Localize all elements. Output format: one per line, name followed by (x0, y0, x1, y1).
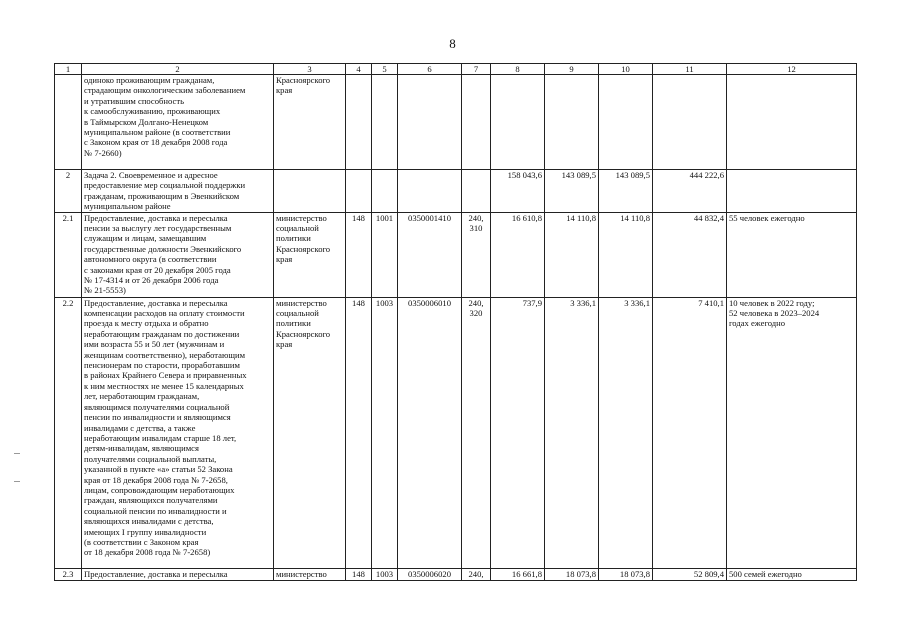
rzpr-code: 1003 (372, 568, 398, 580)
grbs-code (346, 75, 372, 170)
vr-code: 240, 310 (462, 212, 491, 297)
grbs-code: 148 (346, 568, 372, 580)
table-row (55, 297, 857, 568)
amount-col11: 444 222,6 (653, 170, 727, 213)
grbs-code: 148 (346, 297, 372, 568)
table-row (55, 170, 857, 213)
row-number: 2.3 (55, 568, 82, 580)
executor: Красноярского края (274, 75, 346, 170)
amount-col9: 18 073,8 (545, 568, 599, 580)
column-header: 11 (653, 64, 727, 75)
csr-code (398, 75, 462, 170)
expected-result (727, 170, 857, 213)
column-header: 10 (599, 64, 653, 75)
grbs-code: 148 (346, 212, 372, 297)
amount-col8: 737,9 (491, 297, 545, 568)
amount-col10: 3 336,1 (599, 297, 653, 568)
amount-col8: 16 661,8 (491, 568, 545, 580)
measure-name: одиноко проживающим гражданам, страдающим онкологическим заболеванием и утратившим способность к самообслуживанию, проживающих в Таймырском Долгано-Ненецком муниципальном районе (в соответствии с Законом края от 18 декабря 2008 года № 7-2660) (82, 75, 274, 170)
amount-col9: 14 110,8 (545, 212, 599, 297)
amount-col10: 18 073,8 (599, 568, 653, 580)
expected-result: 55 человек ежегодно (727, 212, 857, 297)
rzpr-code (372, 75, 398, 170)
measure-name: Предоставление, доставка и пересылка компенсации расходов на оплату стоимости проезда к месту отдыха и обратно неработающим гражданам по достижении ими возраста 55 и 50 лет (мужчинам и женщинам соответственно), неработающим пенсионерам по старости, проработавшим в районах Крайнего Севера и приравненных к ним местностях не менее 15 календарных лет, неработающим гражданам, являющимся получателями социальной пенсии по инвалидности и являющимся инвалидами с детства, а также неработающим инвалидам старше 18 лет, детям-инвалидам, являющимся получателями социальной выплаты, указанной в пункте «а» статьи 52 Закона края от 18 декабря 2008 года № 7-2658, лицам, сопровождающим неработающих граждан, являющихся получателями социальной пенсии по инвалидности и являющихся инвалидами с детства, имеющих I группу инвалидности (в соответствии с Законом края от 18 декабря 2008 года № 7-2658) (82, 297, 274, 568)
vr-code (462, 170, 491, 213)
executor (274, 170, 346, 213)
column-header: 7 (462, 64, 491, 75)
column-header: 12 (727, 64, 857, 75)
executor: министерство (274, 568, 346, 580)
column-header: 6 (398, 64, 462, 75)
amount-col8: 16 610,8 (491, 212, 545, 297)
amount-col8 (491, 75, 545, 170)
rzpr-code: 1001 (372, 212, 398, 297)
amount-col10: 143 089,5 (599, 170, 653, 213)
amount-col10 (599, 75, 653, 170)
vr-code (462, 75, 491, 170)
column-header: 5 (372, 64, 398, 75)
amount-col11 (653, 75, 727, 170)
table-row (55, 212, 857, 297)
vr-code: 240, (462, 568, 491, 580)
expected-result: 500 семей ежегодно (727, 568, 857, 580)
executor: министерство социальной политики Красноярского края (274, 212, 346, 297)
program-measures-table (54, 63, 857, 581)
table-row (55, 568, 857, 580)
amount-col9: 143 089,5 (545, 170, 599, 213)
amount-col10: 14 110,8 (599, 212, 653, 297)
amount-col11: 44 832,4 (653, 212, 727, 297)
csr-code: 0350006020 (398, 568, 462, 580)
measure-name: Предоставление, доставка и пересылка пенсии за выслугу лет государственным служащим и лицам, замещавшим государственные должности Эвенкийского автономного округа (в соответствии с законами края от 20 декабря 2005 года № 17-4314 и от 26 декабря 2006 года № 21-5553) (82, 212, 274, 297)
page-number: 8 (449, 36, 456, 51)
row-number: 2.2 (55, 297, 82, 568)
column-header: 1 (55, 64, 82, 75)
row-number (55, 75, 82, 170)
csr-code: 0350006010 (398, 297, 462, 568)
vr-code: 240, 320 (462, 297, 491, 568)
expected-result: 10 человек в 2022 году; 52 человека в 2023–2024 годах ежегодно (727, 297, 857, 568)
amount-col9 (545, 75, 599, 170)
rzpr-code: 1003 (372, 297, 398, 568)
csr-code: 0350001410 (398, 212, 462, 297)
row-number: 2.1 (55, 212, 82, 297)
csr-code (398, 170, 462, 213)
scan-edge-mark (14, 453, 20, 454)
amount-col8: 158 043,6 (491, 170, 545, 213)
amount-col9: 3 336,1 (545, 297, 599, 568)
column-header: 3 (274, 64, 346, 75)
measure-name: Задача 2. Своевременное и адресное предоставление мер социальной поддержки гражданам, проживающим в Эвенкийском муниципальном районе (82, 170, 274, 213)
grbs-code (346, 170, 372, 213)
column-header: 8 (491, 64, 545, 75)
measure-name: Предоставление, доставка и пересылка (82, 568, 274, 580)
row-number: 2 (55, 170, 82, 213)
scan-edge-mark (14, 481, 20, 482)
column-header: 9 (545, 64, 599, 75)
column-header: 4 (346, 64, 372, 75)
table-row (55, 75, 857, 170)
amount-col11: 7 410,1 (653, 297, 727, 568)
rzpr-code (372, 170, 398, 213)
amount-col11: 52 809,4 (653, 568, 727, 580)
executor: министерство социальной политики Красноярского края (274, 297, 346, 568)
expected-result (727, 75, 857, 170)
column-header: 2 (82, 64, 274, 75)
column-numbers-row (55, 64, 857, 75)
